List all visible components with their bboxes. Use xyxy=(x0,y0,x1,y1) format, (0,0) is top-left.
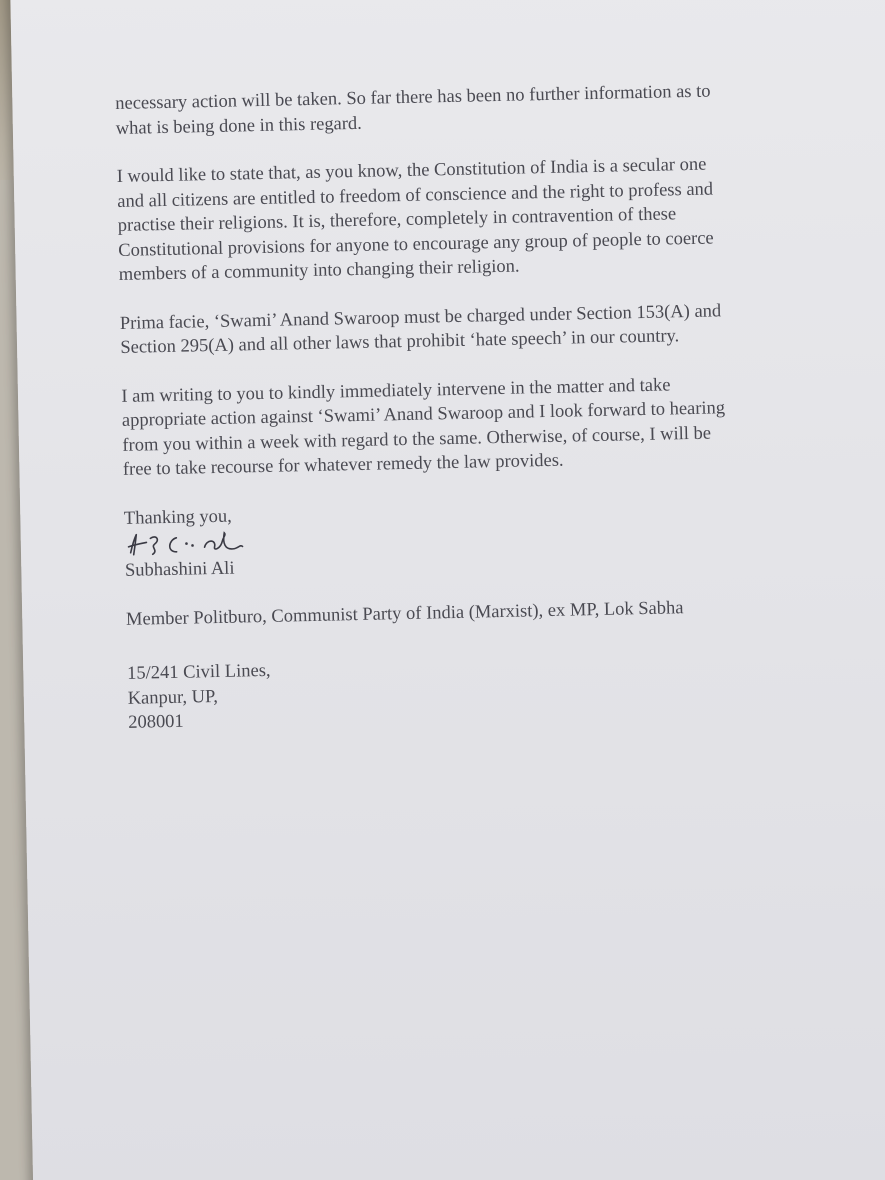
address-line: 15/241 Civil Lines, xyxy=(126,660,271,684)
closing-text: Thanking you, xyxy=(123,506,233,529)
handwritten-signature xyxy=(124,528,285,559)
text-line: appropriate action against ‘Swami’ Anand Swaroop and I look forward to hearing xyxy=(121,398,726,431)
text-line: I would like to state that, as you know, the Constitution of India is a secular one xyxy=(116,154,707,187)
paragraph-charges xyxy=(120,297,821,361)
text-line: Constitutional provisions for anyone to encourage any group of people to coerce xyxy=(118,227,714,261)
text-line: I am writing to you to kindly immediately intervene in the matter and take xyxy=(121,374,671,407)
address-line: 208001 xyxy=(128,711,184,733)
address-line: Kanpur, UP, xyxy=(127,686,219,709)
text-line: necessary action will be taken. So far there has been no further information as to xyxy=(115,81,711,114)
text-line: and all citizens are entitled to freedom of conscience and the right to profess and xyxy=(117,178,714,212)
text-line: what is being done in this regard. xyxy=(115,113,363,139)
text-line: from you within a week with regard to the same. Otherwise, of course, I will be xyxy=(122,423,712,456)
paragraph-constitution xyxy=(117,150,819,287)
text-line: Section 295(A) and all other laws that prohibit ‘hate speech’ in our country. xyxy=(120,326,680,358)
designation xyxy=(126,593,826,632)
designation-text: Member Politburo, Communist Party of India (Marxist), ex MP, Lok Sabha xyxy=(125,597,684,630)
closing-block xyxy=(124,492,825,584)
signatory-name: Subhashini Ali xyxy=(124,558,235,581)
paragraph-request xyxy=(121,370,823,483)
letter-body xyxy=(115,77,828,735)
address-block xyxy=(127,647,828,735)
text-line: Prima facie, ‘Swami’ Anand Swaroop must be charged under Section 153(A) and xyxy=(119,300,722,334)
text-line: members of a community into changing their religion. xyxy=(118,256,520,285)
text-line: practise their religions. It is, therefore, completely in contravention of these xyxy=(117,204,677,236)
text-line: free to take recourse for whatever remedy the law provides. xyxy=(122,450,564,480)
